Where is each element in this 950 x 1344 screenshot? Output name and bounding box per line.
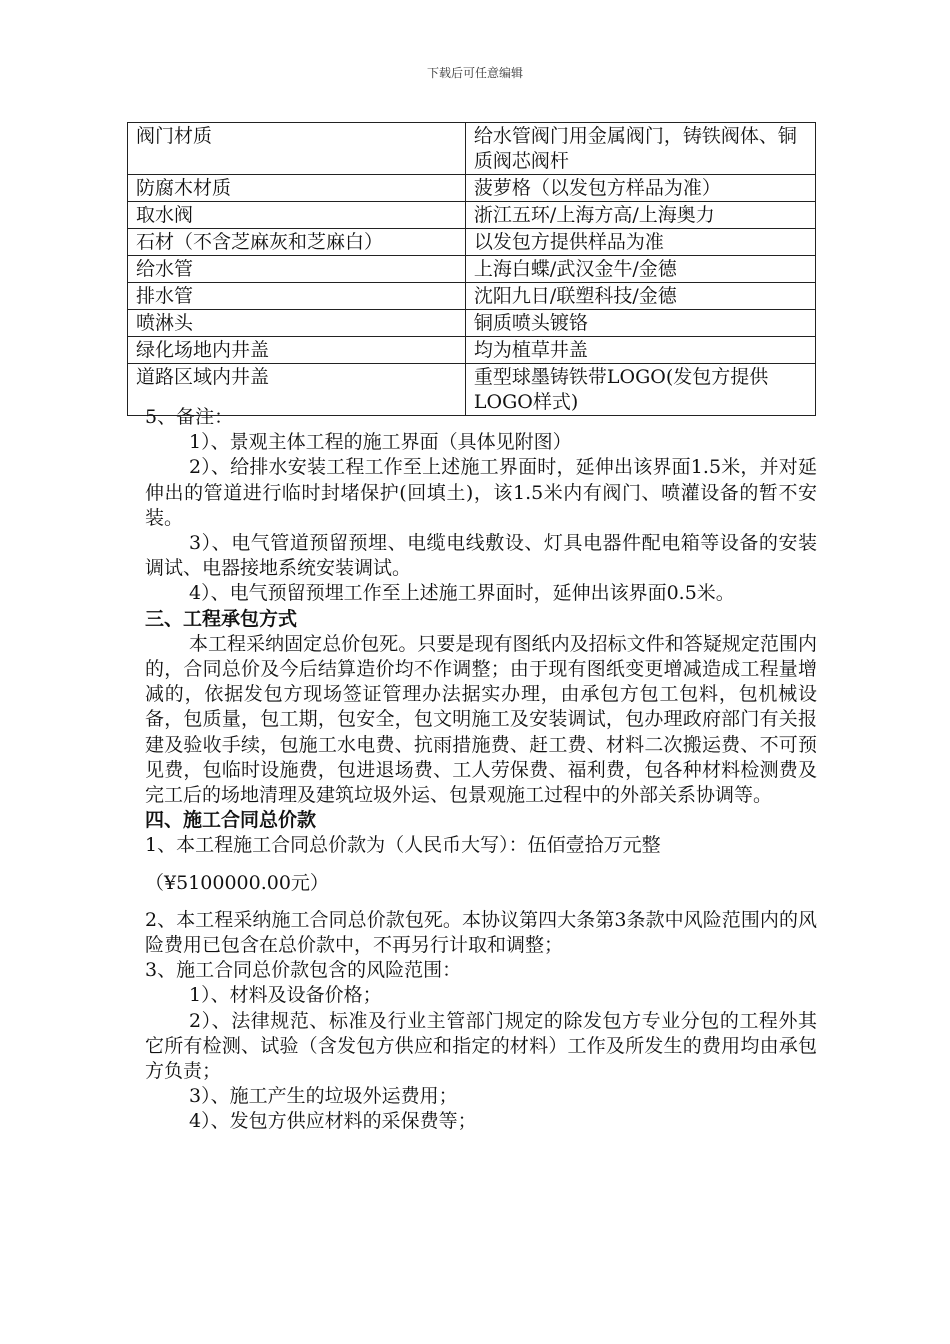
material-spec-cell: 浙江五环/上海方高/上海奥力 [465,202,815,229]
risk-item-2: 2）、法律规范、标准及行业主管部门规定的除发包方专业分包的工程外其它所有检测、试验（含发包方供应和指定的材料）工作及所发生的费用均由承包方负责； [145,1009,817,1083]
material-spec-cell: 铜质喷头镀铬 [465,310,815,337]
material-spec-cell: 沈阳九日/联塑科技/金德 [465,283,815,310]
table-row [128,337,816,364]
material-item-cell: 防腐木材质 [128,175,466,202]
section-4-heading: 四、施工合同总价款 [145,809,317,832]
material-item-cell: 排水管 [128,283,466,310]
material-item-cell: 道路区域内井盖 [128,364,466,416]
material-item-cell: 绿化场地内井盖 [128,337,466,364]
table-row [128,229,816,256]
contract-price-line: 1、本工程施工合同总价款为（人民币大写）：伍佰壹拾万元整 [145,834,661,857]
table-row [128,256,816,283]
note-2: 2）、给排水安装工程工作至上述施工界面时，延伸出该界面1.5米，并对延伸出的管道进行临时封堵保护(回填土)，该1.5米内有阀门、喷灌设备的暂不安装。 [145,456,817,529]
section-3-heading: 三、工程承包方式 [145,607,298,630]
material-spec-cell: 以发包方提供样品为准 [465,229,815,256]
contract-clause-3: 3、施工合同总价款包含的风险范围： [145,959,462,982]
material-spec-cell: 重型球墨铸铁带LOGO(发包方提供LOGO样式) [465,364,815,416]
material-item-cell: 取水阀 [128,202,466,229]
section-3-body: 本工程采纳固定总价包死。只要是现有图纸内及招标文件和答疑规定范围内的，合同总价及今后结算造价均不作调整；由于现有图纸变更增减造成工程量增减的，依据发包方现场签证管理办法据实办理，由承包方包工包料，包机械设备，包质量，包工期，包安全，包文明施工及安装调试，包办理政府部门有关报建及验收手续，包施工水电费、抗雨措施费、赶工费、材料二次搬运费、不可预见费，包临时设施费，包进退场费、工人劳保费、福利费，包各种材料检测费及完工后的场地清理及建筑垃圾外运、包景观施工过程中的外部关系协调等。 [145,632,817,807]
note-1: 1）、景观主体工程的施工界面（具体见附图） [189,431,572,454]
material-item-cell: 给水管 [128,256,466,283]
materials-table [127,122,816,416]
page-header: 下载后可任意编辑 [426,66,523,80]
material-spec-cell: 菠萝格（以发包方样品为准） [465,175,815,202]
document-body [145,405,817,1135]
table-row [128,175,816,202]
material-item-cell: 阀门材质 [128,123,466,175]
material-spec-cell: 均为植草井盖 [465,337,815,364]
contract-price-amount: （¥5100000.00元） [145,871,329,894]
table-row [128,202,816,229]
material-spec-cell: 上海白蝶/武汉金牛/金德 [465,256,815,283]
table-row [128,310,816,337]
risk-item-4: 4）、发包方供应材料的采保费等； [189,1110,477,1133]
risk-item-1: 1）、材料及设备价格； [189,984,382,1007]
material-item-cell: 喷淋头 [128,310,466,337]
table-row [128,123,816,175]
material-spec-cell: 给水管阀门用金属阀门，铸铁阀体、铜质阀芯阀杆 [465,123,815,175]
contract-clause-2: 2、本工程采纳施工合同总价款包死。本协议第四大条第3条款中风险范围内的风险费用已包含在总价款中，不再另行计取和调整； [145,908,817,957]
risk-item-3: 3）、施工产生的垃圾外运费用； [189,1085,458,1108]
note-4: 4）、电气预留预埋工作至上述施工界面时，延伸出该界面0.5米。 [189,582,735,605]
table-row [128,283,816,310]
material-item-cell: 石材（不含芝麻灰和芝麻白） [128,229,466,256]
notes-title: 5、备注： [145,406,234,428]
note-3: 3）、电气管道预留预埋、电缆电线敷设、灯具电器件配电箱等设备的安装调试、电器接地系统安装调试。 [145,532,817,580]
